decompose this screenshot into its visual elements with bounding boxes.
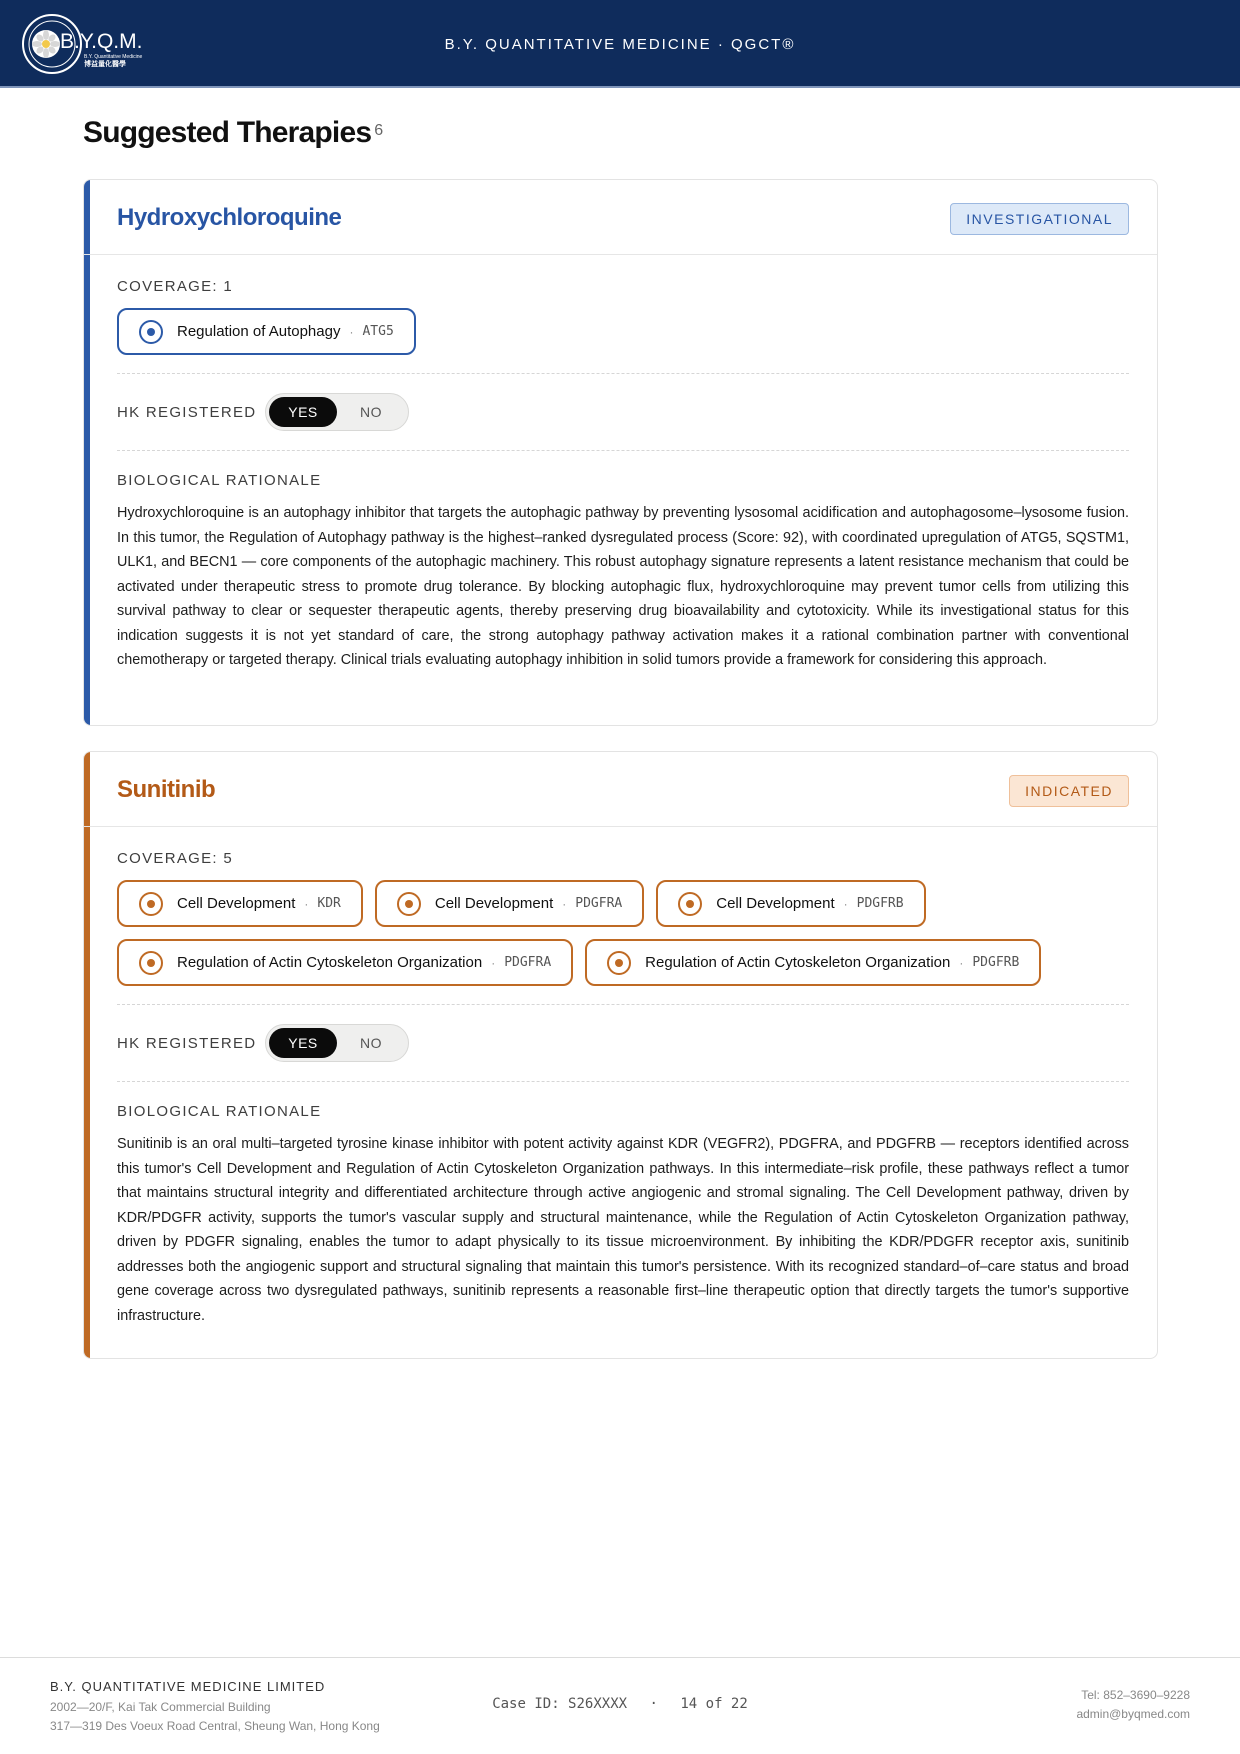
target-icon	[139, 892, 163, 916]
header-title: B.Y. QUANTITATIVE MEDICINE · QGCT®	[444, 36, 796, 53]
target-icon	[678, 892, 702, 916]
status-badge: INDICATED	[1009, 775, 1129, 807]
separator-dot: ·	[649, 1696, 658, 1712]
rationale-label: BIOLOGICAL RATIONALE	[117, 1103, 322, 1120]
pathway-name: Regulation of Actin Cytoskeleton Organization	[645, 954, 951, 971]
gene-symbol: ATG5	[362, 324, 394, 339]
hk-registered-label: HK REGISTERED	[117, 1034, 257, 1052]
target-icon	[397, 892, 421, 916]
separator-dot: ·	[304, 896, 309, 911]
gene-symbol: KDR	[317, 896, 341, 911]
case-id: Case ID: S26XXXX	[492, 1696, 628, 1712]
card-header	[84, 180, 1157, 255]
target-icon	[607, 951, 631, 975]
footer-company-name: B.Y. QUANTITATIVE MEDICINE LIMITED	[50, 1679, 326, 1694]
drug-name: Hydroxychloroquine	[117, 204, 342, 231]
target-icon	[139, 951, 163, 975]
footer-phone: Tel: 852–3690–9228	[1081, 1688, 1190, 1702]
separator-dot: ·	[843, 896, 848, 911]
report-header	[0, 0, 1240, 88]
separator-dot: ·	[349, 324, 354, 339]
footer-address-line-2: 317—319 Des Voeux Road Central, Sheung Wan, Hong Kong	[50, 1719, 380, 1733]
page-title: Suggested Therapies $^6$	[83, 116, 383, 149]
pathway-chip[interactable]	[117, 308, 416, 355]
toggle-yes[interactable]: YES	[269, 397, 337, 427]
therapy-card-hydroxychloroquine	[83, 179, 1158, 726]
target-icon	[139, 320, 163, 344]
pathway-name: Regulation of Autophagy	[177, 323, 341, 340]
gene-symbol: PDGFRB	[856, 896, 904, 911]
svg-text:B.Y. Quantitative Medicine: B.Y. Quantitative Medicine	[84, 54, 143, 60]
page-indicator: 14 of 22	[680, 1696, 748, 1712]
footer-address-line-1: 2002—20/F, Kai Tak Commercial Building	[50, 1700, 271, 1714]
pathway-chip[interactable]	[585, 939, 1041, 986]
card-header	[84, 752, 1157, 827]
footer-case-info	[0, 1696, 1240, 1712]
pathway-name: Cell Development	[716, 895, 835, 912]
therapy-count: 6	[374, 122, 383, 139]
gene-symbol: PDGFRB	[972, 955, 1020, 970]
therapy-card-sunitinib	[83, 751, 1158, 1359]
toggle-no[interactable]: NO	[360, 404, 382, 420]
separator-dot: ·	[562, 896, 567, 911]
gene-symbol: PDGFRA	[575, 896, 623, 911]
hk-registered-row	[117, 374, 1129, 450]
divider	[117, 450, 1129, 451]
status-badge: INVESTIGATIONAL	[950, 203, 1129, 235]
rationale-text: Sunitinib is an oral multi–targeted tyrosine kinase inhibitor with potent activity against KDR (VEGFR2), PDGFRA, and PDGFRB — receptors identified across this tumor's Cell Development and Regulation of Actin Cytoskeleton Organization pathways. In this intermediate–risk profile, these pathways reflect a tumor that maintains structural integrity and differentiated architecture through active angiogenic and stromal signaling. The Cell Development pathway, driven by KDR/PDGFR activity, supports the tumor's vascular supply and structural maintenance, while the Regulation of Actin Cytoskeleton Organization pathway, driven by PDGFR signaling, enables the tumor to adapt physically to its tissue microenvironment. By inhibiting the KDR/PDGFR receptor axis, sunitinib addresses both the angiogenic support and structural signaling that maintain this tumor's persistence. With its recognized standard–of–care status and broad gene coverage across two dysregulated pathways, sunitinib represents a reasonable first–line therapeutic option that directly targets the tumor's supportive infrastructure.	[117, 1136, 1129, 1324]
page-footer	[0, 1657, 1240, 1754]
svg-text:B.Y.Q.M.: B.Y.Q.M.	[60, 30, 143, 53]
coverage-label: COVERAGE: 1	[117, 278, 233, 295]
rationale-text: Hydroxychloroquine is an autophagy inhibitor that targets the autophagic pathway by preventing lysosomal acidification and autophagosome–lysosome fusion. In this tumor, the Regulation of Autophagy pathway is the highest–ranked dysregulated process (Score: 92), with coordinated upregulation of ATG5, SQSTM1, ULK1, and BECN1 — core components of the autophagic machinery. This robust autophagy signature represents a latent resistance mechanism that could be activated under therapeutic stress to promote drug tolerance. By blocking autophagic flux, hydroxychloroquine may prevent tumor cells from utilizing this survival pathway to clear or sequester therapeutic agents, thereby preserving drug bioavailability and cytotoxicity. While its investigational status for this indication suggests it is not yet standard of care, the strong autophagy pathway activation makes it a rational combination partner with conventional chemotherapy or targeted therapy. Clinical trials evaluating autophagy inhibition in solid tumors provide a framework for considering this approach.	[117, 505, 1129, 668]
pathway-chip[interactable]	[656, 880, 925, 927]
svg-text:博益量化醫學: 博益量化醫學	[84, 60, 126, 68]
pathway-chip-list	[117, 880, 1129, 998]
hk-registered-label: HK REGISTERED	[117, 403, 257, 421]
coverage-label: COVERAGE: 5	[117, 850, 233, 867]
pathway-chip[interactable]	[117, 939, 573, 986]
hk-registered-toggle[interactable]	[265, 393, 409, 431]
separator-dot: ·	[491, 955, 496, 970]
toggle-no[interactable]: NO	[360, 1035, 382, 1051]
separator-dot: ·	[959, 955, 964, 970]
footer-email: admin@byqmed.com	[1076, 1707, 1190, 1721]
pathway-name: Cell Development	[177, 895, 296, 912]
pathway-chip-list	[117, 308, 1129, 367]
pathway-chip[interactable]	[375, 880, 644, 927]
rationale-label: BIOLOGICAL RATIONALE	[117, 472, 322, 489]
toggle-yes[interactable]: YES	[269, 1028, 337, 1058]
divider	[117, 1081, 1129, 1082]
pathway-chip[interactable]	[117, 880, 363, 927]
pathway-name: Regulation of Actin Cytoskeleton Organization	[177, 954, 483, 971]
drug-name: Sunitinib	[117, 776, 216, 803]
hk-registered-toggle[interactable]	[265, 1024, 409, 1062]
pathway-name: Cell Development	[434, 895, 554, 912]
gene-symbol: PDGFRA	[504, 955, 552, 970]
hk-registered-row	[117, 1005, 1129, 1081]
